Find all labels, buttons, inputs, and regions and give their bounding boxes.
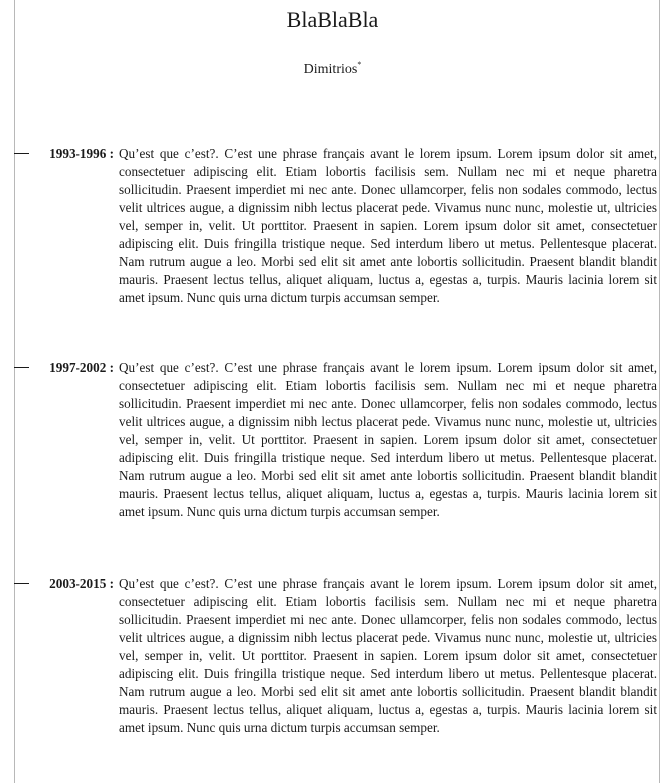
document-title: BlaBlaBla [286,7,379,32]
entry-text: Qu’est que c’est?. C’est une phrase français avant le lorem ipsum. Lorem ipsum dolor sit amet, consectetuer adipiscing elit. Etiam lobortis facilisis sem. Nullam nec mi et neque pharetra sollicitudin. Praesent imperdiet mi nec ante. Donec ullamcorper, felis non sodales commodo, lectus velit ultrices augue, a dignissim nibh lectus placerat pede. Vivamus nunc nunc, molestie ut, ultricies vel, semper in, velit. Ut porttitor. Praesent in sapien. Lorem ipsum dolor sit amet, consectetuer adipiscing elit. Duis fringilla tristique neque. Sed interdum libero ut metus. Pellentesque placerat. Nam rutrum augue a leo. Morbi sed elit sit amet ante lobortis sollicitudin. Praesent blandit blandit mauris. Praesent lectus tellus, aliquet aliquam, luctus a, egestas a, turpis. Mauris lacinia lorem sit amet ipsum. Nunc quis urna dictum turpis accumsan semper. [119,576,657,735]
entry-dash [14,583,29,584]
page-left-margin-rule [14,0,15,783]
document-author [0,56,665,79]
entry-date: 2003-2015 : [49,576,114,591]
entry-date: 1993-1996 : [49,146,114,161]
author-name: Dimitrios [303,62,358,77]
entry-text: Qu’est que c’est?. C’est une phrase français avant le lorem ipsum. Lorem ipsum dolor sit amet, consectetuer adipiscing elit. Etiam lobortis facilisis sem. Nullam nec mi et neque pharetra sollicitudin. Praesent imperdiet mi nec ante. Donec ullamcorper, felis non sodales commodo, lectus velit ultrices augue, a dignissim nibh lectus placerat pede. Vivamus nunc nunc, molestie ut, ultricies vel, semper in, velit. Ut porttitor. Praesent in sapien. Lorem ipsum dolor sit amet, consectetuer adipiscing elit. Duis fringilla tristique neque. Sed interdum libero ut metus. Pellentesque placerat. Nam rutrum augue a leo. Morbi sed elit sit amet ante lobortis sollicitudin. Praesent blandit blandit mauris. Praesent lectus tellus, aliquet aliquam, luctus a, egestas a, turpis. Mauris lacinia lorem sit amet ipsum. Nunc quis urna dictum turpis accumsan semper. [119,146,657,305]
page-right-margin-rule [659,0,660,783]
entry-date: 1997-2002 : [49,360,114,375]
author-footnote-mark: * [357,60,362,69]
entry-dash [14,153,29,154]
entry-dash [14,367,29,368]
entry-text: Qu’est que c’est?. C’est une phrase français avant le lorem ipsum. Lorem ipsum dolor sit amet, consectetuer adipiscing elit. Etiam lobortis facilisis sem. Nullam nec mi et neque pharetra sollicitudin. Praesent imperdiet mi nec ante. Donec ullamcorper, felis non sodales commodo, lectus velit ultrices augue, a dignissim nibh lectus placerat pede. Vivamus nunc nunc, molestie ut, ultricies vel, semper in, velit. Ut porttitor. Praesent in sapien. Lorem ipsum dolor sit amet, consectetuer adipiscing elit. Duis fringilla tristique neque. Sed interdum libero ut metus. Pellentesque placerat. Nam rutrum augue a leo. Morbi sed elit sit amet ante lobortis sollicitudin. Praesent blandit blandit mauris. Praesent lectus tellus, aliquet aliquam, luctus a, egestas a, turpis. Mauris lacinia lorem sit amet ipsum. Nunc quis urna dictum turpis accumsan semper. [119,360,657,519]
